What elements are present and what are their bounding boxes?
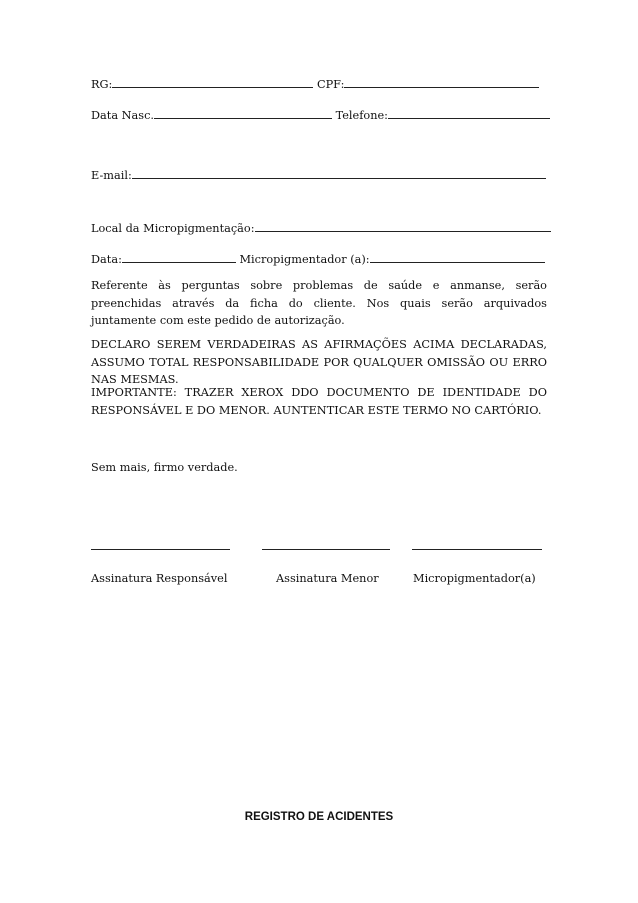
date-label: Data:	[91, 253, 122, 266]
cpf-field[interactable]	[344, 76, 539, 88]
signature-label-artist: Micropigmentador(a)	[413, 572, 536, 585]
email-field[interactable]	[132, 167, 546, 179]
declaration-paragraph: DECLARO SEREM VERDADEIRAS AS AFIRMAÇÕES ACIMA DECLARADAS, ASSUMO TOTAL RESPONSABILIDADE POR QUALQUER OMISSÃO OU ERRO NAS MESMAS.	[91, 338, 547, 386]
location-label: Local da Micropigmentação:	[91, 222, 255, 235]
date-artist-line	[91, 251, 547, 268]
cpf-label: CPF:	[316, 78, 345, 91]
artist-field[interactable]	[370, 251, 545, 263]
date-field[interactable]	[122, 251, 236, 263]
important-paragraph: IMPORTANTE: TRAZER XEROX DDO DOCUMENTO DE IDENTIDADE DO RESPONSÁVEL E DO MENOR. AUNTENTICAR ESTE TERMO NO CARTÓRIO.	[91, 386, 547, 417]
artist-label: Micropigmentador (a):	[239, 253, 370, 266]
rg-label: RG:	[91, 78, 113, 91]
accident-register-title: REGISTRO DE ACIDENTES	[244, 811, 394, 823]
signature-label-responsible: Assinatura Responsável	[91, 572, 228, 585]
signature-line-minor[interactable]	[262, 549, 390, 550]
location-line	[91, 220, 547, 237]
signature-line-artist[interactable]	[412, 549, 542, 550]
birthdate-field[interactable]	[154, 107, 332, 119]
birth-phone-line	[91, 107, 547, 124]
birthdate-label: Data Nasc.	[91, 109, 154, 122]
location-field[interactable]	[255, 220, 551, 232]
phone-label: Telefone:	[335, 109, 388, 122]
rg-field[interactable]	[112, 76, 313, 88]
email-label: E-mail:	[91, 169, 132, 182]
signature-label-minor: Assinatura Menor	[276, 572, 379, 585]
signature-line-responsible[interactable]	[91, 549, 230, 550]
phone-field[interactable]	[388, 107, 550, 119]
health-info-paragraph: Referente às perguntas sobre problemas de saúde e anmanse, serão preenchidas através da ficha do cliente. Nos quais serão arquivados juntamente com este pedido de autorização.	[91, 279, 547, 327]
rg-cpf-line	[91, 76, 547, 93]
email-line	[91, 167, 547, 184]
closing-paragraph: Sem mais, firmo verdade.	[91, 461, 238, 474]
